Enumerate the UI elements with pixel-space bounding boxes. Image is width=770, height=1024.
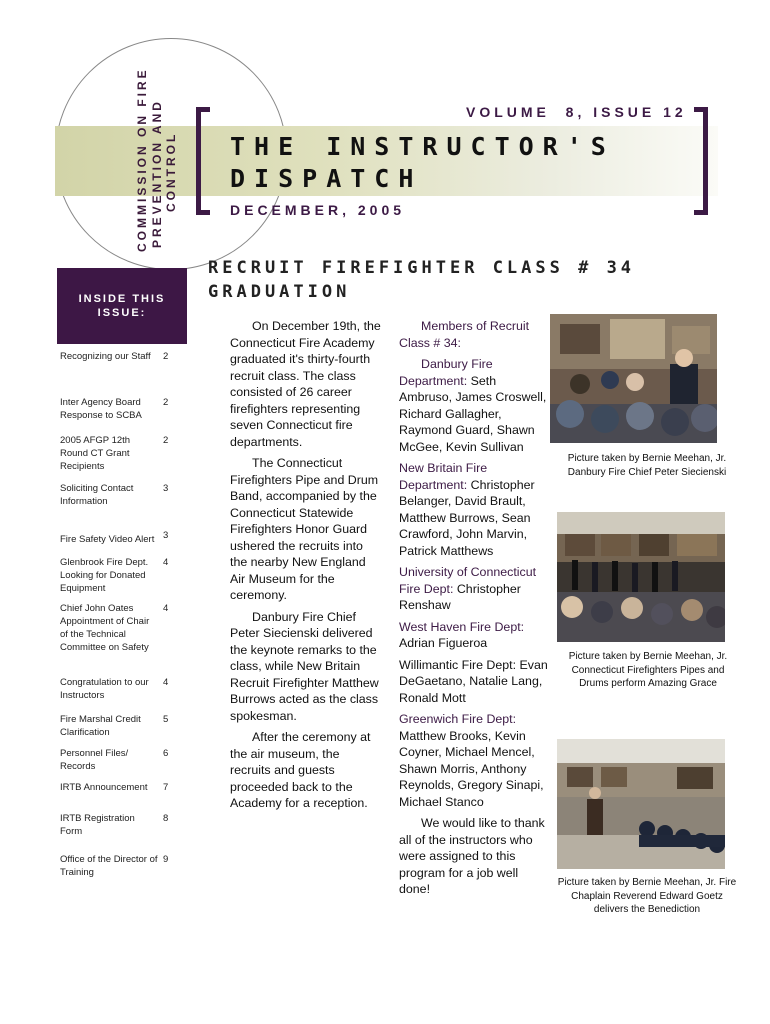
photo-fire-chief — [550, 314, 717, 443]
article-paragraph: On December 19th, the Connecticut Fire Academy graduated it's thirty-fourth recruit class. The class consisted of 26 career firefighters representing seven Connecticut fire departments. — [230, 319, 381, 449]
toc-item[interactable]: Office of the Director of Training 9 — [60, 854, 169, 878]
organization-name: COMMISSION ON FIRE PREVENTION AND CONTROL — [135, 67, 178, 252]
toc-item[interactable]: 2005 AFGP 12th Round CT Grant Recipients 2 — [60, 435, 169, 472]
issue-date: DECEMBER, 2005 — [230, 202, 406, 218]
toc-item[interactable]: Congratulation to our Instructors 4 — [60, 677, 169, 701]
article-column-1 — [230, 318, 382, 817]
article-paragraph: After the ceremony at the air museum, the recruits and guests proceeded back to the Academy for a reception. — [230, 730, 371, 810]
toc-item[interactable]: Fire Safety Video Alert 3 — [60, 530, 169, 545]
department-entry: Willimantic Fire Dept: Evan DeGaetano, Natalie Lang, Ronald Mott — [399, 657, 548, 705]
photo-pipes-and-drums — [557, 512, 725, 642]
photo-caption: Picture taken by Bernie Meehan, Jr. Fire Chaplain Reverend Edward Goetz delivers the Benediction — [557, 877, 737, 915]
article-column-2 — [399, 318, 549, 903]
toc-item[interactable]: Glenbrook Fire Dept. Looking for Donated Equipment 4 — [60, 557, 169, 594]
toc-item[interactable]: Inter Agency Board Response to SCBA 2 — [60, 397, 169, 421]
department-entry: Danbury Fire Department: Seth Ambruso, James Croswell, Richard Gallagher, Raymond Guard, Shawn McGee, Kevin Sullivan — [399, 357, 547, 454]
photo-benediction — [557, 739, 725, 869]
members-heading: Members of Recruit Class # 34: — [399, 319, 530, 350]
right-bracket — [694, 107, 708, 215]
article-paragraph: Danbury Fire Chief Peter Siecienski delivered the keynote remarks to the class, while New Britain Recruit Firefighter Matthew Burrows acted as the class spokesman. — [230, 609, 379, 723]
article-paragraph: The Connecticut Firefighters Pipe and Drum Band, accompanied by the Connecticut Statewide Firefighters Honor Guard ushered the recruits into the nearby New England Air Museum for the ceremony. — [230, 456, 379, 602]
toc-item[interactable]: Personnel Files/ Records 6 — [60, 748, 169, 772]
photo-caption: Picture taken by Bernie Meehan, Jr. Connecticut Firefighters Pipes and Drums perform Amazing Grace — [568, 651, 728, 689]
department-entry: West Haven Fire Dept: Adrian Figueroa — [399, 619, 525, 650]
inside-this-issue-heading: INSIDE THIS ISSUE: — [57, 268, 187, 344]
department-entry: Greenwich Fire Dept: Matthew Brooks, Kevin Coyner, Michael Mencel, Shawn Morris, Anthony Reynolds, Gregory Sinapi, Michael Stanco — [399, 712, 544, 809]
toc-item[interactable]: IRTB Announcement 7 — [60, 782, 169, 793]
volume-issue: VOLUME 8, ISSUE 12 — [466, 104, 687, 120]
toc-item[interactable]: Recognizing our Staff 2 — [60, 351, 169, 362]
left-bracket — [196, 107, 210, 215]
toc-item[interactable]: Soliciting Contact Information 3 — [60, 483, 169, 507]
toc-item[interactable]: IRTB Registration Form 8 — [60, 813, 169, 837]
photo-caption: Picture taken by Bernie Meehan, Jr. Danbury Fire Chief Peter Siecienski — [567, 453, 727, 478]
department-entry: University of Connecticut Fire Dept: Christopher Renshaw — [399, 565, 537, 612]
department-entry: New Britain Fire Department: Christopher Belanger, David Brault, Matthew Burrows, Sean Crawford, John Marvin, Patrick Matthews — [399, 461, 535, 558]
newsletter-title: THE INSTRUCTOR'S DISPATCH — [230, 132, 615, 193]
toc-item[interactable]: Fire Marshal Credit Clarification 5 — [60, 714, 169, 738]
toc-item[interactable]: Chief John Oates Appointment of Chair of the Technical Committee on Safety 4 — [60, 603, 169, 653]
closing-remark: We would like to thank all of the instructors who were assigned to this program for a job well done! — [399, 816, 545, 896]
article-headline: RECRUIT FIREFIGHTER CLASS # 34 GRADUATION — [208, 258, 636, 302]
